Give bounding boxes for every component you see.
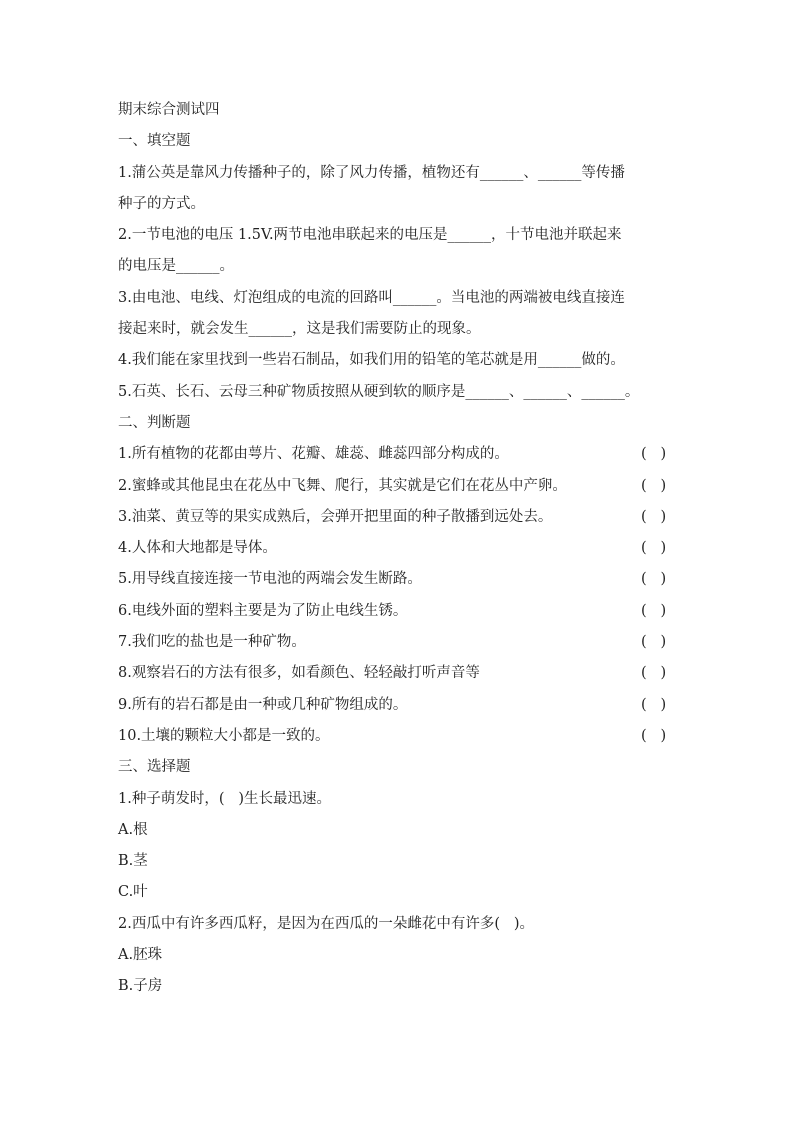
fill-q3-line1: 3.由电池、电线、灯泡组成的电流的回路叫______。当电池的两端被电线直接连 bbox=[118, 289, 625, 306]
answer-parentheses[interactable]: ( ) bbox=[641, 665, 667, 682]
section-heading-true-false: 二、判断题 bbox=[118, 414, 191, 431]
true-false-statement: 10.土壤的颗粒大小都是一致的。 bbox=[118, 727, 330, 744]
section-heading-choice: 三、选择题 bbox=[118, 759, 191, 776]
answer-parentheses[interactable]: ( ) bbox=[641, 477, 667, 494]
choice-q1-option-c: C.叶 bbox=[118, 884, 148, 901]
fill-q4: 4.我们能在家里找到一些岩石制品，如我们用的铅笔的笔芯就是用______做的。 bbox=[118, 352, 625, 369]
true-false-item bbox=[118, 632, 678, 663]
true-false-statement: 8.观察岩石的方法有很多，如看颜色、轻轻敲打听声音等 bbox=[118, 665, 480, 682]
fill-q2-line2: 的电压是______。 bbox=[118, 258, 234, 275]
answer-parentheses[interactable]: ( ) bbox=[641, 446, 667, 463]
fill-q2-line1: 2.一节电池的电压 1.5V.两节电池串联起来的电压是______，十节电池并联起来 bbox=[118, 227, 622, 244]
true-false-statement: 2.蜜蜂或其他昆虫在花丛中飞舞、爬行，其实就是它们在花丛中产卵。 bbox=[118, 477, 567, 494]
section-heading-fill-blank: 一、填空题 bbox=[118, 133, 191, 150]
answer-parentheses[interactable]: ( ) bbox=[641, 696, 667, 713]
choice-q1-option-b: B.茎 bbox=[118, 853, 148, 870]
true-false-item bbox=[118, 726, 678, 757]
choice-q2-option-b: B.子房 bbox=[118, 978, 163, 995]
answer-parentheses[interactable]: ( ) bbox=[641, 602, 667, 619]
answer-parentheses[interactable]: ( ) bbox=[641, 540, 667, 557]
choice-q2-option-a: A.胚珠 bbox=[118, 947, 163, 964]
doc-title: 期末综合测试四 bbox=[118, 102, 220, 118]
fill-q1-line1: 1.蒲公英是靠风力传播种子的，除了风力传播，植物还有______、______等传播 bbox=[118, 164, 625, 181]
choice-q1: 1.种子萌发时，( )生长最迅速。 bbox=[118, 790, 331, 807]
true-false-item bbox=[118, 663, 678, 694]
true-false-item bbox=[118, 695, 678, 726]
fill-q5: 5.石英、长石、云母三种矿物质按照从硬到软的顺序是______、______、______。 bbox=[118, 383, 640, 400]
true-false-item bbox=[118, 601, 678, 632]
document bbox=[118, 100, 678, 1008]
fill-q3-line2: 接起来时，就会发生______，这是我们需要防止的现象。 bbox=[118, 321, 481, 338]
true-false-statement: 1.所有植物的花都由萼片、花瓣、雄蕊、雌蕊四部分构成的。 bbox=[118, 446, 509, 463]
true-false-statement: 7.我们吃的盐也是一种矿物。 bbox=[118, 634, 306, 651]
true-false-statement: 6.电线外面的塑料主要是为了防止电线生锈。 bbox=[118, 602, 408, 619]
answer-parentheses[interactable]: ( ) bbox=[641, 508, 667, 525]
true-false-item bbox=[118, 569, 678, 600]
true-false-item bbox=[118, 476, 678, 507]
true-false-statement: 4.人体和大地都是导体。 bbox=[118, 540, 277, 557]
answer-parentheses[interactable]: ( ) bbox=[641, 634, 667, 651]
fill-q1-line2: 种子的方式。 bbox=[118, 195, 205, 212]
true-false-item bbox=[118, 538, 678, 569]
true-false-statement: 3.油菜、黄豆等的果实成熟后，会弹开把里面的种子散播到远处去。 bbox=[118, 508, 553, 525]
true-false-statement: 5.用导线直接连接一节电池的两端会发生断路。 bbox=[118, 571, 422, 588]
true-false-item bbox=[118, 444, 678, 475]
choice-q2: 2.西瓜中有许多西瓜籽，是因为在西瓜的一朵雌花中有许多( )。 bbox=[118, 915, 534, 932]
choice-q1-option-a: A.根 bbox=[118, 821, 148, 838]
answer-parentheses[interactable]: ( ) bbox=[641, 727, 667, 744]
answer-parentheses[interactable]: ( ) bbox=[641, 571, 667, 588]
true-false-statement: 9.所有的岩石都是由一种或几种矿物组成的。 bbox=[118, 696, 408, 713]
true-false-item bbox=[118, 507, 678, 538]
